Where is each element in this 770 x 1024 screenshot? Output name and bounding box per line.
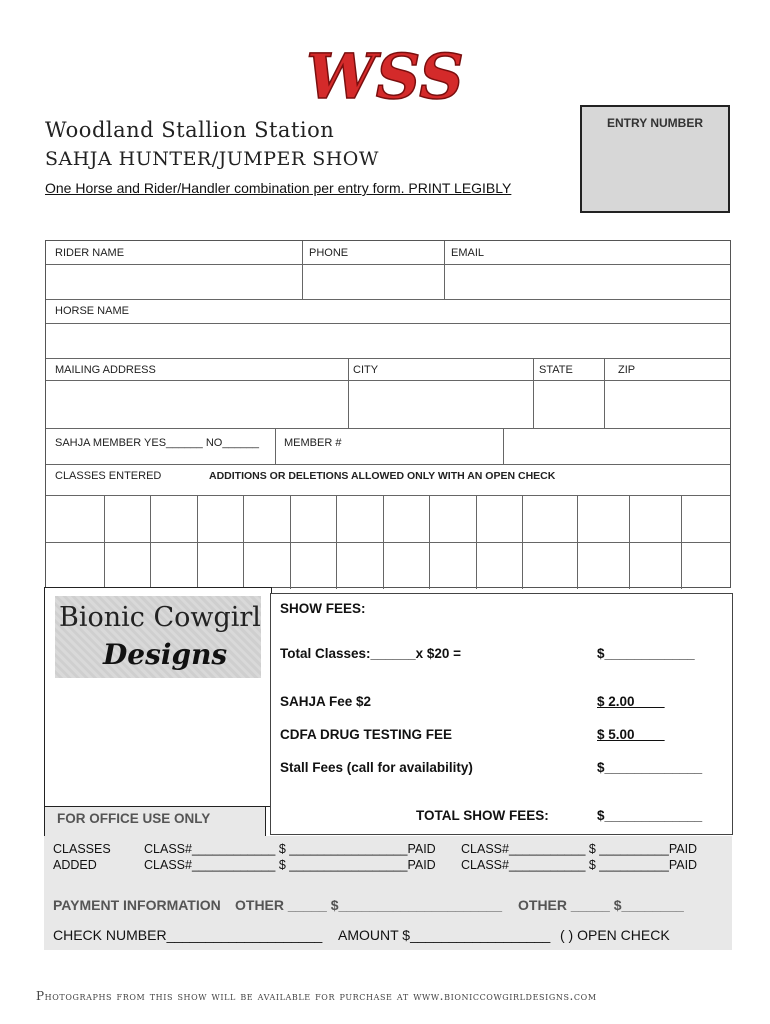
city-label: CITY: [353, 364, 379, 376]
member-number-label: MEMBER #: [284, 437, 342, 449]
office-use-label: FOR OFFICE USE ONLY: [57, 811, 211, 826]
cdfa-fee-label: CDFA DRUG TESTING FEE: [280, 727, 453, 742]
total-classes-label: Total Classes:______x $20 =: [280, 646, 461, 661]
total-show-fees-amount: $_____________: [597, 808, 703, 823]
wss-logo: [300, 40, 470, 115]
total-show-fees-label: TOTAL SHOW FEES:: [416, 808, 549, 823]
other-1: OTHER _____ $_____________________: [235, 897, 503, 913]
mailing-address-label: MAILING ADDRESS: [55, 364, 156, 376]
rider-name-label: RIDER NAME: [55, 247, 125, 259]
other-2: OTHER _____ $________: [518, 897, 684, 913]
sponsor-line-1: Bionic Cowgirl: [59, 602, 261, 633]
check-number-label: CHECK NUMBER____________________: [53, 927, 323, 943]
amount-label: AMOUNT $__________________: [338, 927, 551, 943]
show-fees-box: [270, 593, 733, 835]
added-label: ADDED: [53, 858, 97, 872]
phone-label: PHONE: [309, 247, 349, 259]
footer-note: Photographs from this show will be available for purchase at www.bioniccowgirldesigns.com: [36, 989, 597, 1003]
payment-info-label: PAYMENT INFORMATION: [53, 897, 221, 913]
class-line-2: CLASS#____________ $ _________________PAID: [144, 858, 436, 872]
state-label: STATE: [539, 364, 573, 376]
stall-fees-amount: $_____________: [597, 760, 703, 775]
page-subtitle: SAHJA HUNTER/JUMPER SHOW: [45, 148, 379, 170]
classes-label: CLASSES: [53, 842, 111, 856]
open-check-label: ( ) OPEN CHECK: [560, 927, 670, 943]
class-line-4: CLASS#___________ $ __________PAID: [461, 858, 698, 872]
classes-note: ADDITIONS OR DELETIONS ALLOWED ONLY WITH AN OPEN CHECK: [209, 470, 556, 482]
class-line-3: CLASS#___________ $ __________PAID: [461, 842, 698, 856]
class-line-1: CLASS#____________ $ _________________PAID: [144, 842, 436, 856]
entry-form-grid: [45, 240, 731, 588]
email-label: EMAIL: [451, 247, 485, 259]
stall-fees-label: Stall Fees (call for availability): [280, 760, 473, 775]
logo-text: WSS: [306, 40, 464, 113]
entry-number-box[interactable]: [580, 105, 730, 213]
sahja-member-label: SAHJA MEMBER YES______ NO______: [55, 437, 260, 449]
form-instruction: One Horse and Rider/Handler combination per entry form. PRINT LEGIBLY: [45, 180, 512, 196]
office-use-area: [44, 836, 732, 950]
cdfa-fee-amount: $ 5.00____: [597, 727, 665, 742]
sponsor-line-2: Designs: [103, 638, 228, 671]
show-fees-heading: SHOW FEES:: [280, 601, 366, 616]
office-use-box: [44, 806, 266, 838]
sahja-fee-label: SAHJA Fee $2: [280, 694, 372, 709]
entry-number-label: ENTRY NUMBER: [606, 116, 703, 130]
page-title: Woodland Stallion Station: [45, 118, 335, 142]
horse-name-label: HORSE NAME: [55, 305, 129, 317]
sponsor-box: [44, 587, 272, 807]
zip-label: ZIP: [618, 364, 636, 376]
classes-entered-label: CLASSES ENTERED: [55, 470, 162, 482]
sahja-fee-amount: $ 2.00____: [597, 694, 665, 709]
sponsor-logo: [55, 596, 261, 678]
total-classes-amount: $____________: [597, 646, 695, 661]
